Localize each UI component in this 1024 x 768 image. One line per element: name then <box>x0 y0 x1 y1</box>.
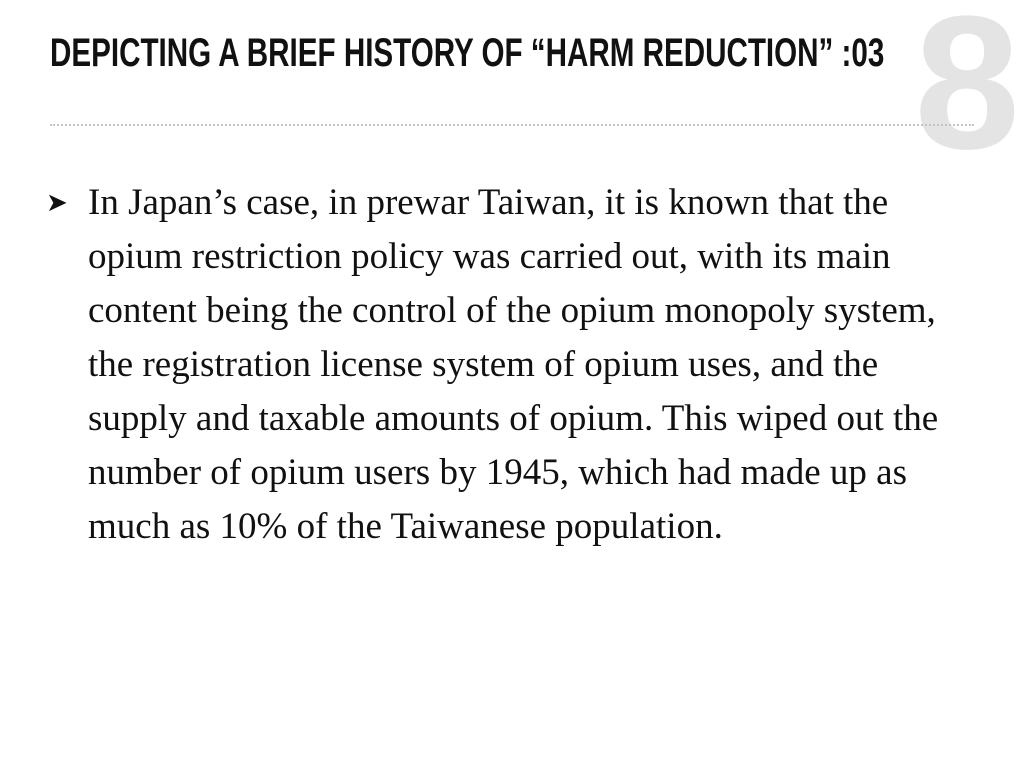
slide-title: DEPICTING A BRIEF HISTORY OF “HARM REDUCTION” :03 <box>50 31 885 75</box>
bullet-text: In Japan’s case, in prewar Taiwan, it is known that the opium restriction policy was carried out, with its main content being the control of the opium monopoly system, the registration license system of opium uses, and the supply and taxable amounts of opium. This wiped out the number of opium users by 1945, which had made up as much as 10% of the Taiwanese population. <box>88 182 939 547</box>
arrow-bullet-icon: ➤ <box>46 188 68 218</box>
title-divider <box>50 124 974 126</box>
slide-number: 8 <box>914 0 1016 189</box>
bullet-list <box>44 176 984 554</box>
bullet-item <box>44 176 984 554</box>
